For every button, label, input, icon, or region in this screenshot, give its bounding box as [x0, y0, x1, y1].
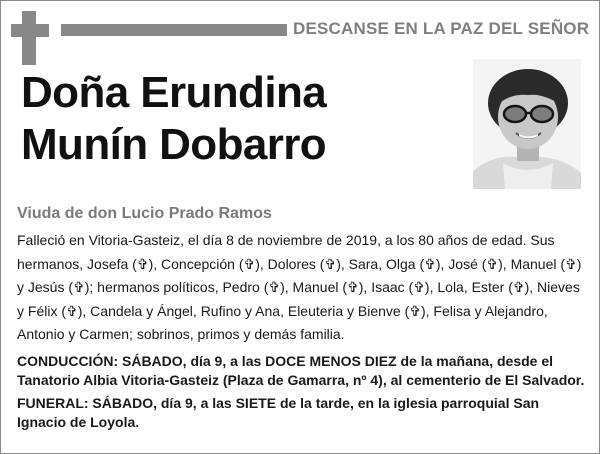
header-rule	[61, 24, 287, 36]
obituary-body	[17, 229, 587, 432]
family-paragraph: Falleció en Vitoria-Gasteiz, el día 8 de noviembre de 2019, a los 80 años de edad. Sus hermanos, Josefa (✞), Concepción (✞), Dolores (✞), Sara, Olga (✞), José (✞), Manuel (✞) y Jesús (✞); hermanos políticos, Pedro (✞), Manuel (✞), Isaac (✞), Lola, Ester (✞), Nieves y Félix (✞), Candela y Ángel, Rufino y Ana, Eleuteria y Bienve (✞), Felisa y Alejandro, Antonio y Carmen; sobrinos, primos y demás familia.	[17, 232, 582, 342]
widow-of-subtitle: Viuda de don Lucio Prado Ramos	[17, 205, 272, 222]
header-text: DESCANSE EN LA PAZ DEL SEÑOR	[293, 19, 590, 38]
name-line-2: Munín Dobarro	[21, 120, 327, 169]
cross-icon	[11, 11, 49, 65]
portrait-photo	[473, 59, 581, 189]
conduccion-paragraph: CONDUCCIÓN: SÁBADO, día 9, a las DOCE MENOS DIEZ de la mañana, desde el Tanatorio Albia Vitoria-Gasteiz (Plaza de Gamarra, nº 4), al cementerio de El Salvador.	[17, 352, 585, 388]
funeral-paragraph: FUNERAL: SÁBADO, día 9, a las SIETE de la tarde, en la iglesia parroquial San Ignacio de Loyola.	[17, 394, 540, 430]
deceased-name	[21, 67, 326, 171]
name-line-1: Doña Erundina	[21, 68, 327, 117]
